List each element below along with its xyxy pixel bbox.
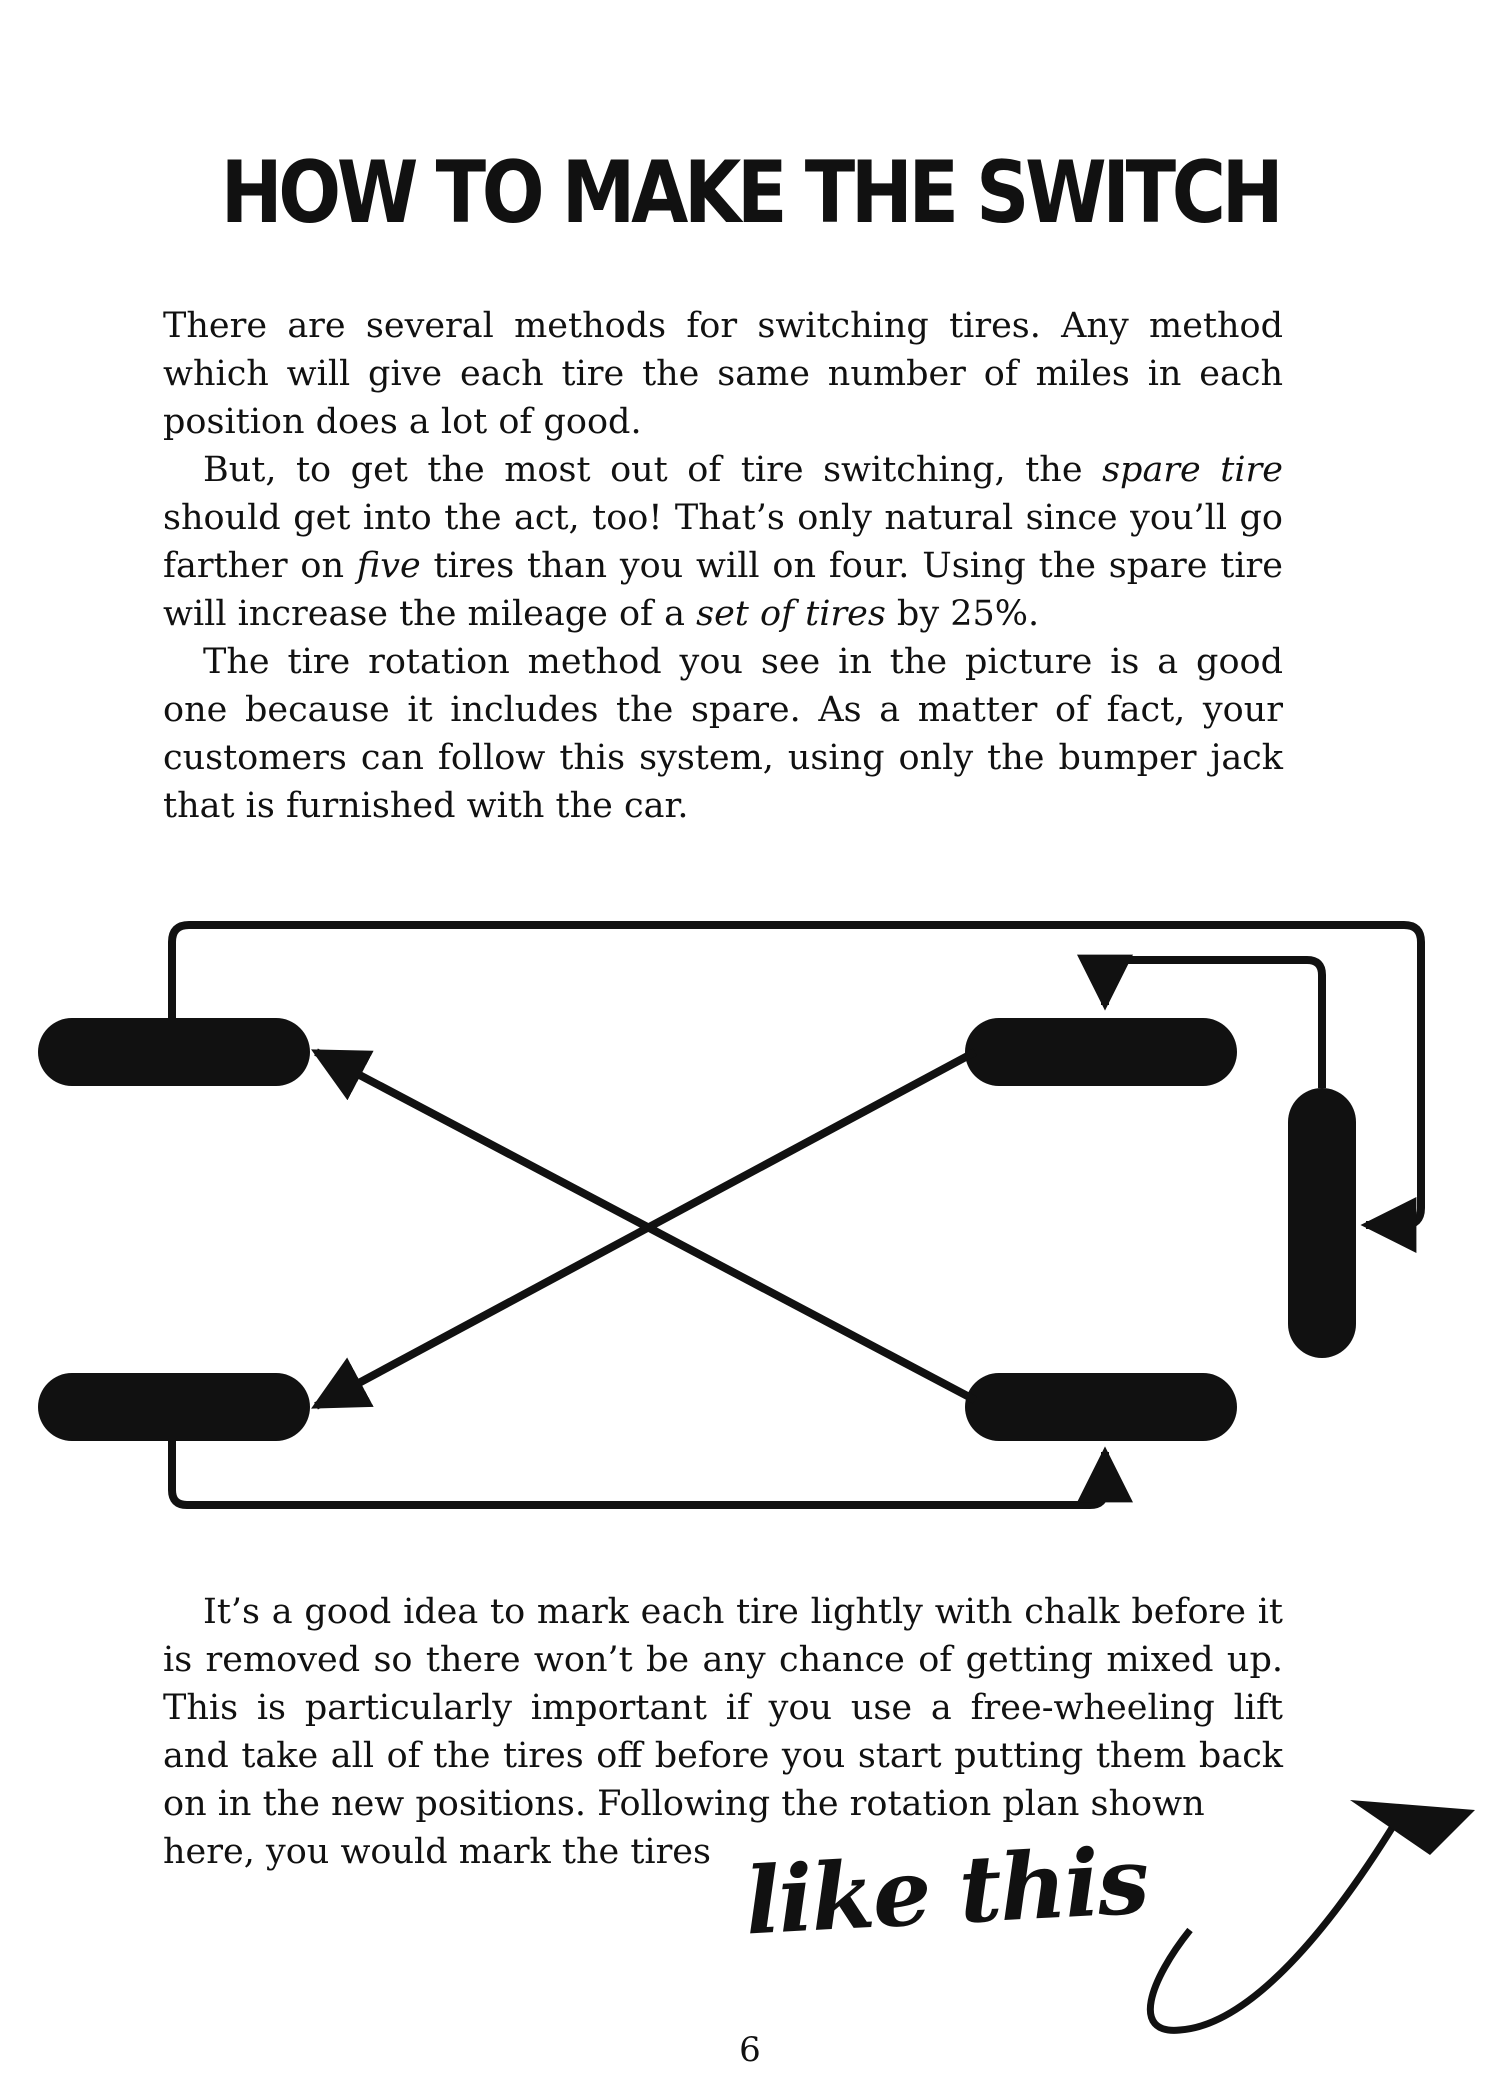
rear-left-tire bbox=[38, 1373, 310, 1441]
intro-text bbox=[163, 302, 1283, 830]
intro-paragraph-2-part-c: tires than you will on four. Using the spare tire will increase the mileage of a bbox=[163, 546, 1283, 634]
page-title: HOW TO MAKE THE SWITCH bbox=[220, 143, 1280, 243]
intro-paragraph-2-part-d: by 25%. bbox=[885, 594, 1040, 634]
intro-paragraph-3: The tire rotation method you see in the picture is a good one because it includes the spare. As a matter of fact, your customers can follow this system, using only the bumper jack that is furnished with the car. bbox=[163, 642, 1283, 826]
intro-paragraph-2-part-a: But, to get the most out of tire switching, the bbox=[203, 450, 1103, 490]
spare-tire-emphasis: spare tire bbox=[1102, 450, 1283, 490]
set-of-tires-emphasis: set of tires bbox=[696, 594, 886, 634]
curved-pointer-arrow bbox=[1150, 1815, 1400, 2030]
spare-to-front-right-path bbox=[1105, 960, 1322, 1088]
chalk-paragraph: It’s a good idea to mark each tire lightly with chalk before it is removed so there won’t be any chance of getting mixed up. This is particularly important if you use a free-wheeling lift and take all of the tires off before you start putting them back on in the new positions. Following the rotation plan shown bbox=[163, 1592, 1283, 1824]
front-right-to-rear-left-arrow bbox=[316, 1052, 975, 1406]
page-number: 6 bbox=[739, 2030, 761, 2070]
intro-paragraph-2 bbox=[163, 446, 1283, 638]
front-right-tire bbox=[965, 1018, 1237, 1086]
outer-rotation-path bbox=[172, 925, 1421, 1225]
rear-right-tire bbox=[965, 1373, 1237, 1441]
chalk-text bbox=[163, 1588, 1283, 1828]
curved-pointer-arrowhead bbox=[1350, 1800, 1475, 1855]
intro-paragraph-2-part-b: should get into the act, too! That’s only natural since you’ll go farther on bbox=[163, 498, 1283, 586]
rear-right-to-front-left-arrow bbox=[316, 1052, 975, 1400]
spare-tire bbox=[1288, 1088, 1356, 1358]
front-left-tire bbox=[38, 1018, 310, 1086]
like-this-script: like this bbox=[742, 1826, 1150, 1956]
five-emphasis: five bbox=[356, 546, 421, 586]
chalk-paragraph-last-line: here, you would mark the tires bbox=[163, 1832, 711, 1872]
intro-paragraph-1: There are several methods for switching tires. Any method which will give each tire the same number of miles in each position does a lot of good. bbox=[163, 306, 1283, 442]
rear-left-to-rear-right-path bbox=[172, 1441, 1105, 1505]
